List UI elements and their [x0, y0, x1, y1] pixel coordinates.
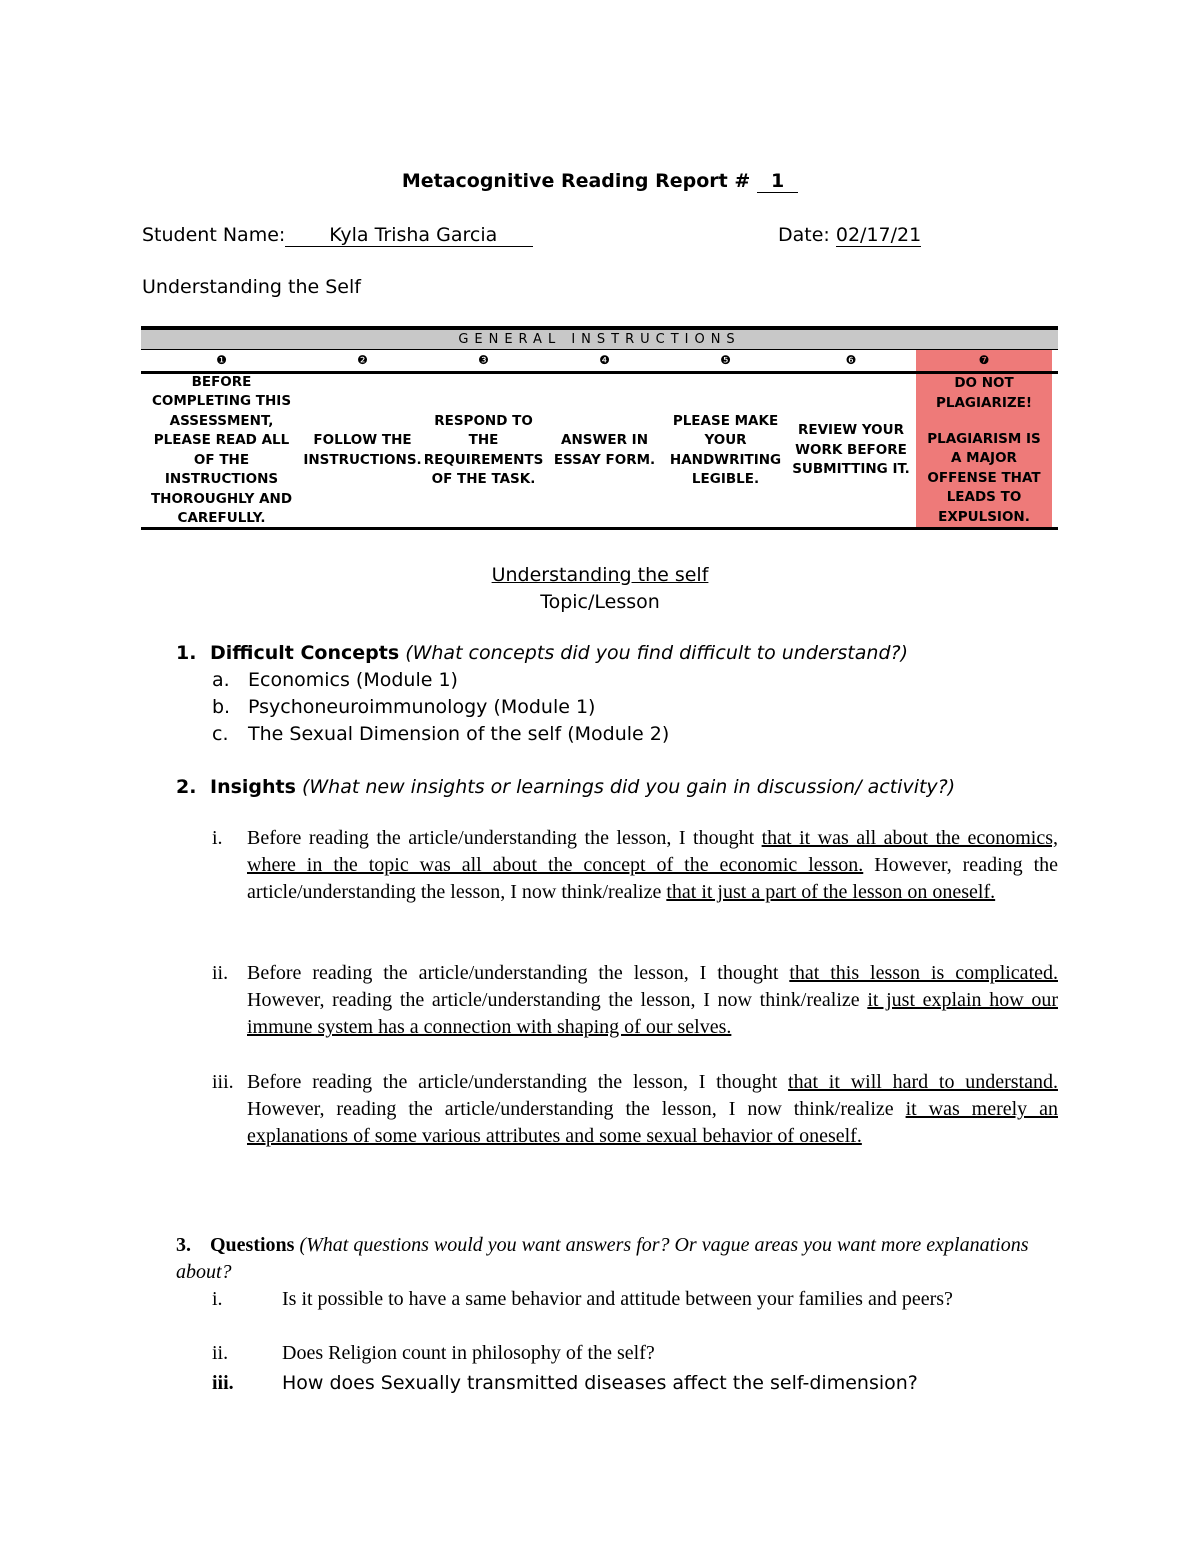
insight-after-answer: it was merely an explanations of some various attributes and some sexual behavior of oneself.	[247, 1098, 1058, 1148]
instruction-number-6: ❻	[845, 353, 857, 367]
insight-item	[212, 1069, 1058, 1151]
general-instructions-table	[141, 326, 1058, 530]
section-2-title: Insights	[210, 776, 296, 798]
instruction-number-5: ❺	[720, 353, 731, 367]
question-marker: ii.	[212, 1342, 229, 1364]
section-questions	[176, 1232, 1056, 1286]
list-marker: c.	[212, 723, 229, 745]
list-item	[212, 696, 595, 718]
insight-marker: i.	[212, 827, 223, 849]
instructions-header: GENERAL INSTRUCTIONS	[141, 330, 1058, 349]
instructions-body-row	[141, 371, 1058, 530]
list-text: Psychoneuroimmunology (Module 1)	[248, 696, 596, 718]
student-name-label: Student Name:	[142, 224, 286, 246]
section-3-title: Questions	[210, 1234, 295, 1256]
instruction-1	[141, 374, 302, 527]
instructions-number-row	[141, 349, 1058, 371]
insight-marker: ii.	[212, 962, 229, 984]
insight-after-answer: it just explain how our immune system has a connection with shaping of our selves.	[247, 989, 1058, 1039]
list-item	[212, 723, 669, 745]
insight-after-text: However, reading the article/understanding the lesson, I now think/realize	[247, 989, 868, 1012]
date-value: 02/17/21	[835, 224, 922, 246]
instruction-3	[423, 374, 544, 527]
list-marker: a.	[212, 669, 230, 691]
question-text: Is it possible to have a same behavior and attitude between your families and peers?	[282, 1288, 953, 1310]
section-1-prompt: (What concepts did you find difficult to understand?)	[405, 642, 909, 664]
topic-label: Topic/Lesson	[540, 591, 660, 613]
question-text: How does Sexually transmitted diseases affect the self-dimension?	[282, 1372, 918, 1394]
section-difficult-concepts	[176, 642, 908, 664]
insight-before-answer: that it was all about the economics, where in the topic was all about the concept of the economic lesson.	[247, 827, 1059, 877]
instruction-4	[544, 374, 665, 527]
section-3-number: 3.	[176, 1234, 191, 1256]
insight-text	[247, 825, 1058, 907]
insight-after-answer: that it just a part of the lesson on oneself.	[666, 881, 996, 904]
section-1-title: Difficult Concepts	[210, 642, 400, 664]
section-2-number: 2.	[176, 776, 197, 798]
list-text: The Sexual Dimension of the self (Module 2)	[248, 723, 670, 745]
instruction-number-2: ❷	[357, 353, 368, 367]
list-text: Economics (Module 1)	[248, 669, 458, 691]
instruction-5	[665, 374, 786, 527]
student-name-row	[142, 224, 533, 247]
date-label: Date:	[778, 224, 830, 246]
insight-item	[212, 960, 1058, 1042]
report-title-text: Metacognitive Reading Report #	[401, 170, 751, 192]
topic-block	[0, 562, 1200, 616]
instruction-2-text: FOLLOW THE INSTRUCTIONS.	[303, 432, 422, 468]
instruction-4-text: ANSWER IN ESSAY FORM.	[553, 432, 656, 468]
insight-text	[247, 960, 1058, 1042]
instruction-6	[786, 374, 916, 527]
instruction-number-7: ❼	[916, 350, 1052, 371]
insight-after-text: However, reading the article/understanding the lesson, I now think/realize	[247, 854, 1059, 904]
section-2-prompt: (What new insights or learnings did you gain in discussion/ activity?)	[301, 776, 956, 798]
list-item	[212, 669, 458, 691]
question-text: Does Religion count in philosophy of the self?	[282, 1342, 655, 1364]
instruction-number-3: ❸	[478, 353, 489, 367]
instruction-7	[916, 374, 1052, 527]
insight-after-text: However, reading the article/understanding the lesson, I now think/realize	[247, 1098, 906, 1121]
insight-before-text: Before reading the article/understanding the lesson, I thought	[247, 962, 790, 984]
insight-before-answer: that this lesson is complicated.	[789, 962, 1058, 984]
instruction-7-text-2: PLAGIARISM IS A MAJOR OFFENSE THAT LEADS TO EXPULSION.	[927, 430, 1041, 525]
instruction-number-1: ❶	[216, 353, 227, 367]
subject-title: Understanding the Self	[142, 276, 361, 298]
student-name-value: Kyla Trisha Garcia	[285, 224, 533, 247]
instruction-1-text: BEFORE COMPLETING THIS ASSESSMENT, PLEASE READ ALL OF THE INSTRUCTIONS THOROUGHLY AND CAREFULLY.	[150, 373, 293, 526]
question-marker: iii.	[212, 1372, 234, 1394]
insight-before-text: Before reading the article/understanding the lesson, I thought	[247, 1071, 789, 1093]
insight-before-text: Before reading the article/understanding the lesson, I thought	[247, 827, 762, 849]
insight-before-answer: that it will hard to understand.	[788, 1071, 1058, 1093]
instruction-5-text: PLEASE MAKE YOUR HANDWRITING LEGIBLE.	[669, 412, 782, 487]
instruction-number-4: ❹	[599, 353, 610, 367]
section-insights	[176, 776, 955, 798]
question-marker: i.	[212, 1288, 223, 1310]
topic-title: Understanding the self	[491, 564, 709, 586]
instruction-6-text: REVIEW YOUR WORK BEFORE SUBMITTING IT.	[792, 422, 910, 478]
report-number: 1	[757, 170, 798, 193]
insight-marker: iii.	[212, 1071, 234, 1093]
report-title	[0, 170, 1200, 193]
instruction-7-text-1: DO NOT PLAGIARIZE!	[935, 375, 1033, 411]
instruction-2	[302, 374, 423, 527]
list-marker: b.	[212, 696, 231, 718]
insight-text	[247, 1069, 1058, 1151]
insight-item	[212, 825, 1058, 907]
section-3-prompt: (What questions would you want answers for? Or vague areas you want more explanations about?	[176, 1234, 1029, 1283]
date-row	[778, 224, 921, 247]
instruction-3-text: RESPOND TO THE REQUIREMENTS OF THE TASK.	[423, 412, 544, 487]
section-1-number: 1.	[176, 642, 197, 664]
